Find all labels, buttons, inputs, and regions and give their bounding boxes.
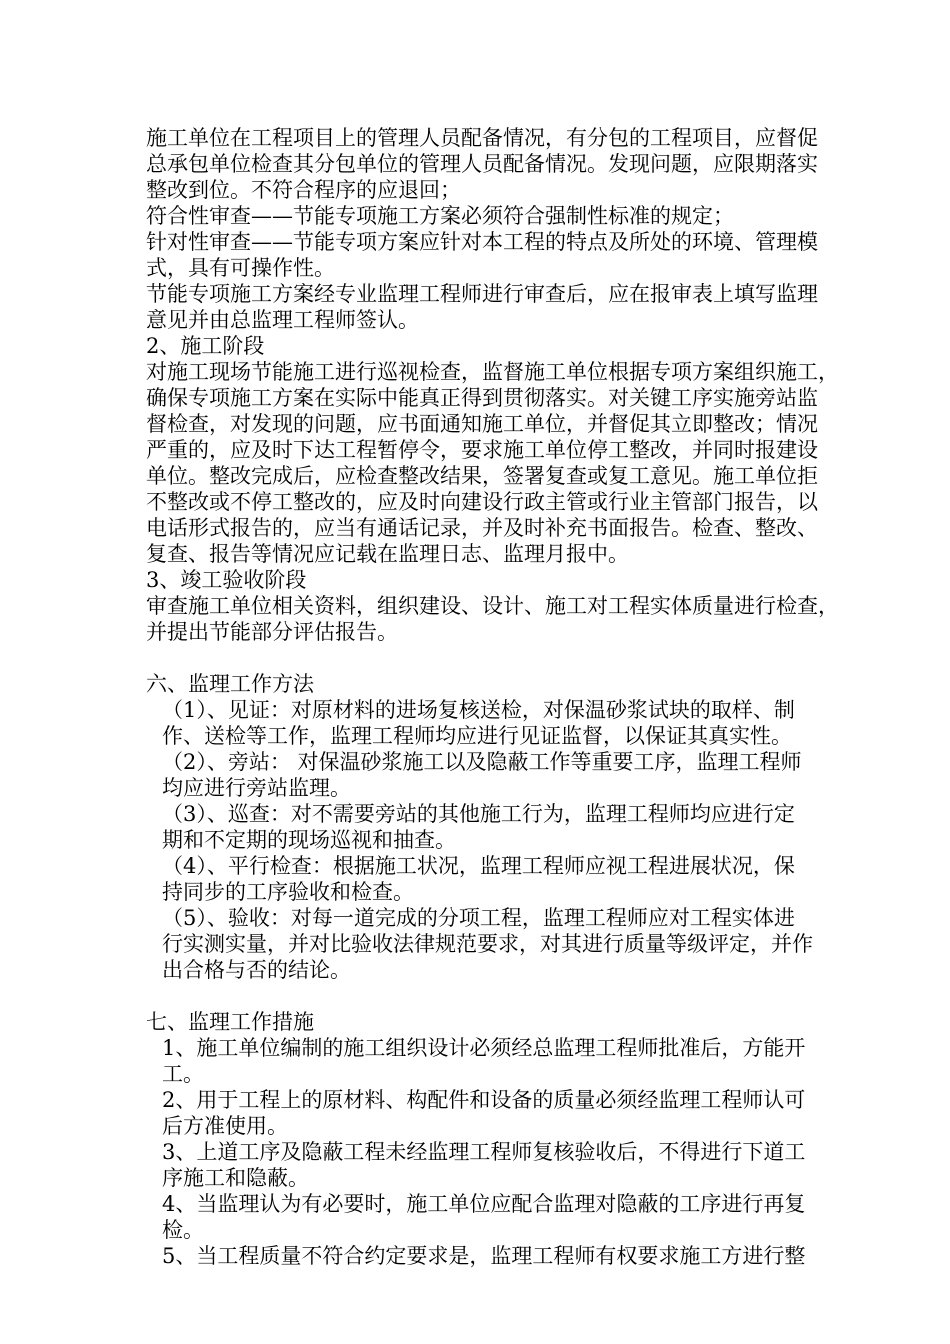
paragraph-line: 总承包单位检查其分包单位的管理人员配备情况。发现问题，应限期落实 [146,152,818,176]
method-item-line: 期和不定期的现场巡视和抽查。 [162,828,456,852]
measure-item-line: 2、用于工程上的原材料、构配件和设备的质量必须经监理工程师认可 [162,1088,806,1112]
section7-heading: 七、监理工作措施 [146,1010,314,1034]
stage2-line: 单位。整改完成后，应检查整改结果，签署复查或复工意见。施工单位拒 [146,464,818,488]
method-item-line: 持同步的工序验收和检查。 [162,880,414,904]
targeted-review-line: 针对性审查——节能专项方案应针对本工程的特点及所处的环境、管理模 [146,230,818,254]
stage2-line: 复查、报告等情况应记载在监理日志、监理月报中。 [146,542,629,566]
section6-heading: 六、监理工作方法 [146,672,314,696]
method-item-line: （1）、见证：对原材料的进场复核送检，对保温砂浆试块的取样、制 [162,698,795,722]
method-item-line: （3）、巡查：对不需要旁站的其他施工行为，监理工程师均应进行定 [162,802,795,826]
stage3-heading: 3、竣工验收阶段 [146,568,307,592]
signoff-line: 节能专项施工方案经专业监理工程师进行审查后，应在报审表上填写监理 [146,282,818,306]
measure-item-line: 4、当监理认为有必要时，施工单位应配合监理对隐蔽的工序进行再复 [162,1192,806,1216]
measure-item-line: 3、上道工序及隐蔽工程未经监理工程师复核验收后，不得进行下道工 [162,1140,806,1164]
paragraph-line: 整改到位。不符合程序的应退回； [146,178,461,202]
stage2-heading: 2、施工阶段 [146,334,265,358]
method-item-line: 均应进行旁站监理。 [162,776,351,800]
measure-item-line: 5、当工程质量不符合约定要求是，监理工程师有权要求施工方进行整 [162,1244,806,1268]
method-item-line: （5）、验收：对每一道完成的分项工程，监理工程师应对工程实体进 [162,906,795,930]
measure-item-line: 序施工和隐蔽。 [162,1166,309,1190]
targeted-review-line: 式，具有可操作性。 [146,256,335,280]
method-item-line: （2）、旁站： 对保温砂浆施工以及隐蔽工作等重要工序，监理工程师 [162,750,802,774]
method-item-line: 出合格与否的结论。 [162,958,351,982]
measure-item-line: 检。 [162,1218,204,1242]
measure-item-line: 后方准使用。 [162,1114,288,1138]
stage2-line: 督检查，对发现的问题，应书面通知施工单位，并督促其立即整改；情况 [146,412,818,436]
stage2-line: 确保专项施工方案在实际中能真正得到贯彻落实。对关键工序实施旁站监 [146,386,818,410]
paragraph-line: 施工单位在工程项目上的管理人员配备情况，有分包的工程项目，应督促 [146,126,818,150]
method-item-line: 作、送检等工作，监理工程师均应进行见证监督，以保证其真实性。 [162,724,792,748]
stage2-line: 严重的，应及时下达工程暂停令，要求施工单位停工整改，并同时报建设 [146,438,818,462]
measure-item-line: 1、施工单位编制的施工组织设计必须经总监理工程师批准后，方能开 [162,1036,806,1060]
signoff-line: 意见并由总监理工程师签认。 [146,308,419,332]
stage2-line: 对施工现场节能施工进行巡视检查，监督施工单位根据专项方案组织施工， [146,360,839,384]
method-item-line: 行实测实量，并对比验收法律规范要求，对其进行质量等级评定，并作 [162,932,813,956]
measure-item-line: 工。 [162,1062,204,1086]
stage3-line: 审查施工单位相关资料，组织建设、设计、施工对工程实体质量进行检查， [146,594,839,618]
stage3-line: 并提出节能部分评估报告。 [146,620,398,644]
stage2-line: 电话形式报告的，应当有通话记录，并及时补充书面报告。检查、整改、 [146,516,818,540]
compliance-review: 符合性审查——节能专项施工方案必须符合强制性标准的规定； [146,204,734,228]
stage2-line: 不整改或不停工整改的，应及时向建设行政主管或行业主管部门报告，以 [146,490,818,514]
method-item-line: （4）、平行检查：根据施工状况，监理工程师应视工程进展状况，保 [162,854,795,878]
